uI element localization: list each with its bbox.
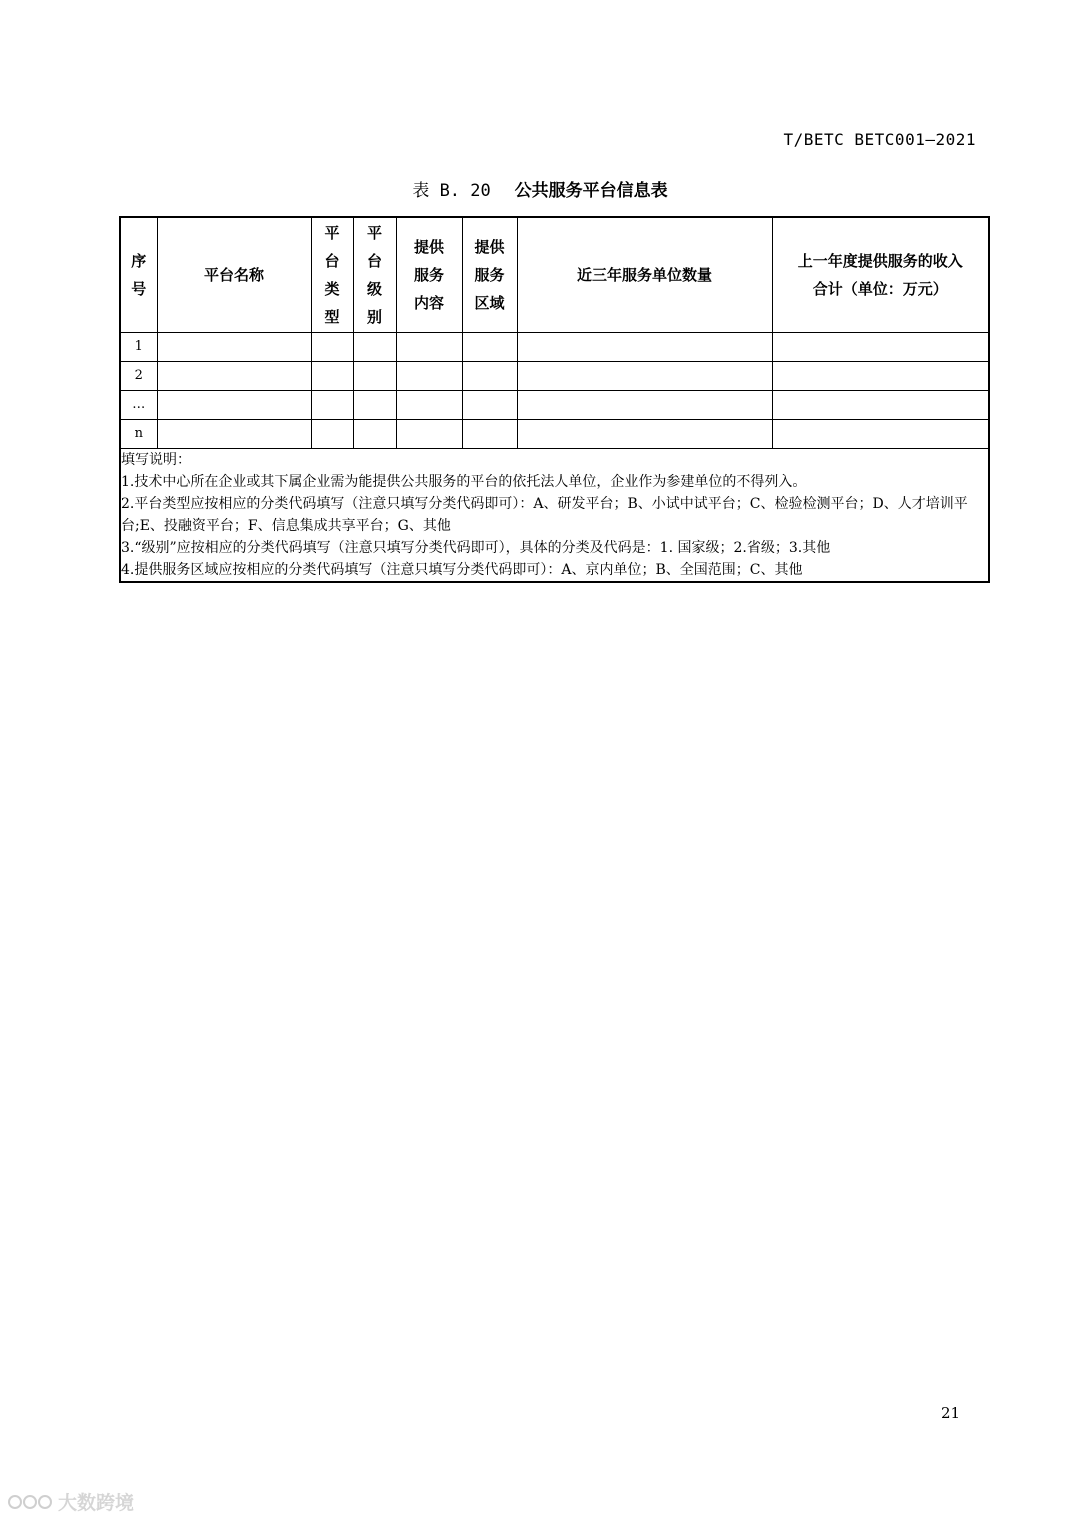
cell-service-units xyxy=(517,361,772,390)
col-header-service-region: 提供 服务 区域 xyxy=(462,217,517,332)
platform-info-table xyxy=(119,216,990,583)
col-header-service-content: 提供 服务 内容 xyxy=(396,217,462,332)
cell-service-content xyxy=(396,361,462,390)
row-index: 2 xyxy=(120,361,157,390)
cell-service-content xyxy=(396,332,462,361)
table-number: 表 B. 20 xyxy=(412,181,491,201)
cell-service-region xyxy=(462,390,517,419)
table-row xyxy=(120,332,989,361)
watermark xyxy=(8,1488,134,1515)
col-header-platform-type: 平 台 类 型 xyxy=(311,217,353,332)
note-item: 4.提供服务区域应按相应的分类代码填写（注意只填写分类代码即可）：A、京内单位；B、全国范围；C、其他 xyxy=(121,561,803,578)
row-index: 1 xyxy=(120,332,157,361)
cell-platform-type xyxy=(311,361,353,390)
cell-platform-level xyxy=(353,332,396,361)
cell-revenue xyxy=(772,361,989,390)
cell-platform-level xyxy=(353,361,396,390)
cell-platform-name xyxy=(157,361,311,390)
table-row xyxy=(120,361,989,390)
col-header-platform-level: 平 台 级 别 xyxy=(353,217,396,332)
cell-platform-level xyxy=(353,419,396,448)
cell-platform-type xyxy=(311,332,353,361)
col-header-revenue: 上一年度提供服务的收入 合计（单位：万元） xyxy=(772,217,989,332)
page-number: 21 xyxy=(941,1404,961,1422)
notes-heading: 填写说明： xyxy=(121,451,191,468)
cell-service-units xyxy=(517,419,772,448)
cell-service-content xyxy=(396,419,462,448)
note-item: 3.“级别”应按相应的分类代码填写（注意只填写分类代码即可），具体的分类及代码是：1. 国家级；2.省级；3.其他 xyxy=(121,539,831,556)
cell-platform-name xyxy=(157,332,311,361)
table-title-text: 公共服务平台信息表 xyxy=(514,181,668,201)
note-item: 2.平台类型应按相应的分类代码填写（注意只填写分类代码即可）：A、研发平台；B、小试中试平台；C、检验检测平台；D、人才培训平台;E、投融资平台；F、信息集成共享平台；G、其他 xyxy=(121,495,968,534)
table-header-row xyxy=(120,217,989,332)
row-index: … xyxy=(120,390,157,419)
watermark-logo-icon xyxy=(8,1495,52,1509)
filling-instructions xyxy=(120,448,989,582)
col-header-platform-name: 平台名称 xyxy=(157,217,311,332)
cell-platform-name xyxy=(157,419,311,448)
cell-revenue xyxy=(772,332,989,361)
cell-platform-level xyxy=(353,390,396,419)
cell-platform-type xyxy=(311,419,353,448)
table-title xyxy=(0,176,1080,201)
cell-platform-type xyxy=(311,390,353,419)
row-index: n xyxy=(120,419,157,448)
cell-platform-name xyxy=(157,390,311,419)
document-code: T/BETC BETC001—2021 xyxy=(783,130,976,149)
cell-service-units xyxy=(517,390,772,419)
cell-service-region xyxy=(462,361,517,390)
cell-service-region xyxy=(462,332,517,361)
note-item: 1.技术中心所在企业或其下属企业需为能提供公共服务的平台的依托法人单位，企业作为参建单位的不得列入。 xyxy=(121,473,807,490)
cell-service-content xyxy=(396,390,462,419)
cell-revenue xyxy=(772,419,989,448)
watermark-text: 大数跨境 xyxy=(58,1492,135,1514)
col-header-index: 序 号 xyxy=(120,217,157,332)
cell-service-units xyxy=(517,332,772,361)
table-row xyxy=(120,419,989,448)
cell-service-region xyxy=(462,419,517,448)
notes-row xyxy=(120,448,989,582)
table-row xyxy=(120,390,989,419)
col-header-service-units: 近三年服务单位数量 xyxy=(517,217,772,332)
cell-revenue xyxy=(772,390,989,419)
